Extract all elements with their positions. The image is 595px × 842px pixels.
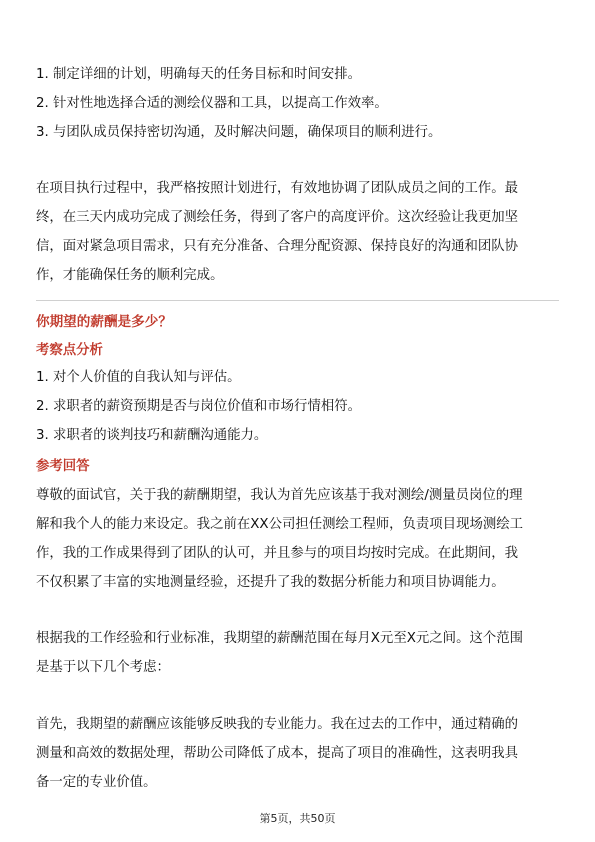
paragraph-line: 首先，我期望的薪酬应该能够反映我的专业能力。我在过去的工作中，通过精确的 xyxy=(36,717,519,732)
analysis-item: 1. 对个人价值的自我认知与评估。 xyxy=(36,370,241,385)
document-page xyxy=(36,0,559,842)
list-item: 2. 针对性地选择合适的测绘仪器和工具，以提高工作效率。 xyxy=(36,96,388,111)
paragraph-line: 不仅积累了丰富的实地测量经验，还提升了我的数据分析能力和项目协调能力。 xyxy=(36,575,505,590)
paragraph-line: 作，才能确保任务的顺利完成。 xyxy=(36,268,224,283)
list-item: 3. 与团队成员保持密切沟通，及时解决问题，确保项目的顺利进行。 xyxy=(36,125,442,140)
answer-heading: 参考回答 xyxy=(36,459,90,474)
paragraph-line: 测量和高效的数据处理，帮助公司降低了成本，提高了项目的准确性，这表明我具 xyxy=(36,746,519,761)
paragraph-line: 是基于以下几个考虑： xyxy=(36,660,170,675)
paragraph-line: 备一定的专业价值。 xyxy=(36,775,157,790)
question-title: 你期望的薪酬是多少？ xyxy=(36,314,172,330)
list-item: 1. 制定详细的计划，明确每天的任务目标和时间安排。 xyxy=(36,67,362,82)
analysis-heading: 考察点分析 xyxy=(36,343,103,358)
analysis-item: 2. 求职者的薪资预期是否与岗位价值和市场行情相符。 xyxy=(36,399,362,414)
section-divider xyxy=(36,300,559,301)
paragraph-line: 解和我个人的能力来设定。我之前在XX公司担任测绘工程师，负责项目现场测绘工 xyxy=(36,517,524,532)
paragraph-line: 作，我的工作成果得到了团队的认可，并且参与的项目均按时完成。在此期间，我 xyxy=(36,546,519,561)
paragraph-line: 信，面对紧急项目需求，只有充分准备、合理分配资源、保持良好的沟通和团队协 xyxy=(36,239,519,254)
page-number: 第5页，共50页 xyxy=(259,812,336,825)
paragraph-line: 根据我的工作经验和行业标准，我期望的薪酬范围在每月X元至X元之间。这个范围 xyxy=(36,631,524,646)
paragraph-line: 尊敬的面试官，关于我的薪酬期望，我认为首先应该基于我对测绘/测量员岗位的理 xyxy=(36,488,523,503)
paragraph-line: 终，在三天内成功完成了测绘任务，得到了客户的高度评价。这次经验让我更加坚 xyxy=(36,210,519,225)
analysis-item: 3. 求职者的谈判技巧和薪酬沟通能力。 xyxy=(36,428,268,443)
paragraph-line: 在项目执行过程中，我严格按照计划进行，有效地协调了团队成员之间的工作。最 xyxy=(36,181,519,196)
